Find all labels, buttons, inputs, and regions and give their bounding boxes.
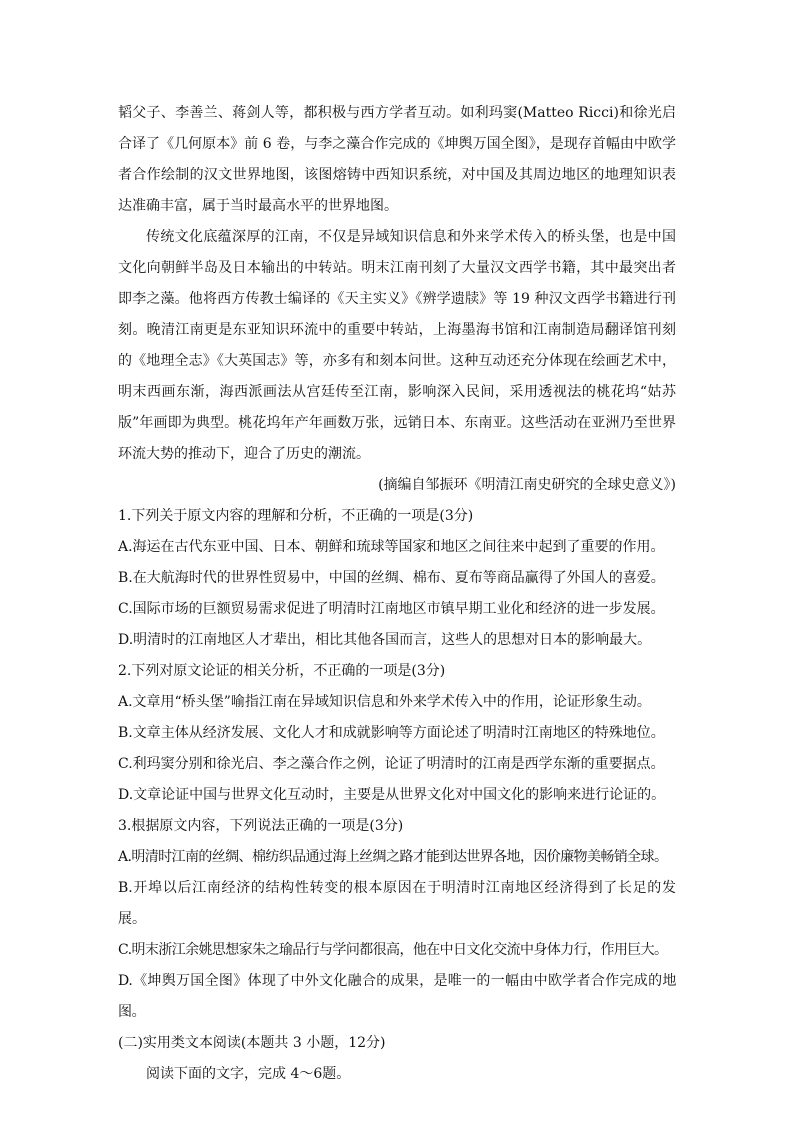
question-3-option-b: B.开埠以后江南经济的结构性转变的根本原因在于明清时江南地区经济得到了长足的发展。 xyxy=(118,880,676,927)
question-1-option-a: A.海运在古代东亚中国、日本、朝鲜和琉球等国家和地区之间往来中起到了重要的作用。 xyxy=(118,539,665,555)
question-1-option-b: B.在大航海时代的世界性贸易中，中国的丝绸、棉布、夏布等商品赢得了外国人的喜爱。 xyxy=(118,570,665,586)
section-title: (二)实用类文本阅读(本题共 3 小题，12分) xyxy=(118,1035,386,1051)
question-2-option-d: D.文章论证中国与世界文化互动时，主要是从世界文化对中国文化的影响来进行论证的。 xyxy=(118,787,666,803)
question-3-stem: 3.根据原文内容，下列说法正确的一项是(3分) xyxy=(118,818,404,834)
question-2-option-b: B.文章主体从经济发展、文化人才和成就影响等方面论述了明清时江南地区的特殊地位。 xyxy=(118,725,665,741)
question-1-option-d: D.明清时的江南地区人才辈出，相比其他各国而言，这些人的思想对日本的影响最大。 xyxy=(118,632,652,648)
source-citation: (摘编自邹振环《明清江南史研究的全球史意义》) xyxy=(378,477,676,493)
question-3-option-a: A.明清时江南的丝绸、棉纺织品通过海上丝绸之路才能到达世界各地，因价廉物美畅销全球。 xyxy=(118,849,668,865)
question-2-option-a: A.文章用“桥头堡”喻指江南在异域知识信息和外来学术传入中的作用，论证形象生动。 xyxy=(118,694,651,710)
question-1-option-c: C.国际市场的巨额贸易需求促进了明清时江南地区市镇早期工业化和经济的进一步发展。 xyxy=(118,601,665,617)
section-instruction: 阅读下面的文字，完成 4～6题。 xyxy=(146,1066,351,1082)
question-3-option-c: C.明末浙江余姚思想家朱之瑜品行与学问都很高，他在中日文化交流中身体力行，作用巨大。 xyxy=(118,942,668,958)
question-2-option-c: C.利玛窦分别和徐光启、李之藻合作之例，论证了明清时的江南是西学东渐的重要据点。 xyxy=(118,756,665,772)
paragraph-2: 传统文化底蕴深厚的江南，不仅是异域知识信息和外来学术传入的桥头堡，也是中国文化向朝鲜半岛及日本输出的中转站。明末江南刊刻了大量汉文西学书籍，其中最突出者即李之藻。他将西方传教士编译的《天主实义》《辨学遗牍》等 19 种汉文西学书籍进行刊刻。晚清江南更是东亚知识环流中的重要中转站，上海墨海书馆和江南制造局翻译馆刊刻的《地理全志》《大英国志》等，亦多有和刻本问世。这种互动还充分体现在绘画艺术中，明末西画东渐，海西派画法从宫廷传至江南，影响深入民间，采用透视法的桃花坞“姑苏版”年画即为典型。桃花坞年产年画数万张，远销日本、东南亚。这些活动在亚洲乃至世界环流大势的推动下，迎合了历史的潮流。 xyxy=(118,229,676,462)
paragraph-1: 韬父子、李善兰、蒋剑人等，都积极与西方学者互动。如利玛窦(Matteo Ricci)和徐光启合译了《几何原本》前 6 卷，与李之藻合作完成的《坤舆万国全图》，是现存首幅由中欧学者合作绘制的汉文世界地图，该图熔铸中西知识系统，对中国及其周边地区的地理知识表达准确丰富，属于当时最高水平的世界地图。 xyxy=(118,105,676,214)
question-3-option-d: D.《坤舆万国全图》体现了中外文化融合的成果，是唯一的一幅由中欧学者合作完成的地图。 xyxy=(118,973,676,1020)
question-2-stem: 2.下列对原文论证的相关分析，不正确的一项是(3分) xyxy=(118,663,446,679)
question-1-stem: 1.下列关于原文内容的理解和分析，不正确的一项是(3分) xyxy=(118,508,474,524)
